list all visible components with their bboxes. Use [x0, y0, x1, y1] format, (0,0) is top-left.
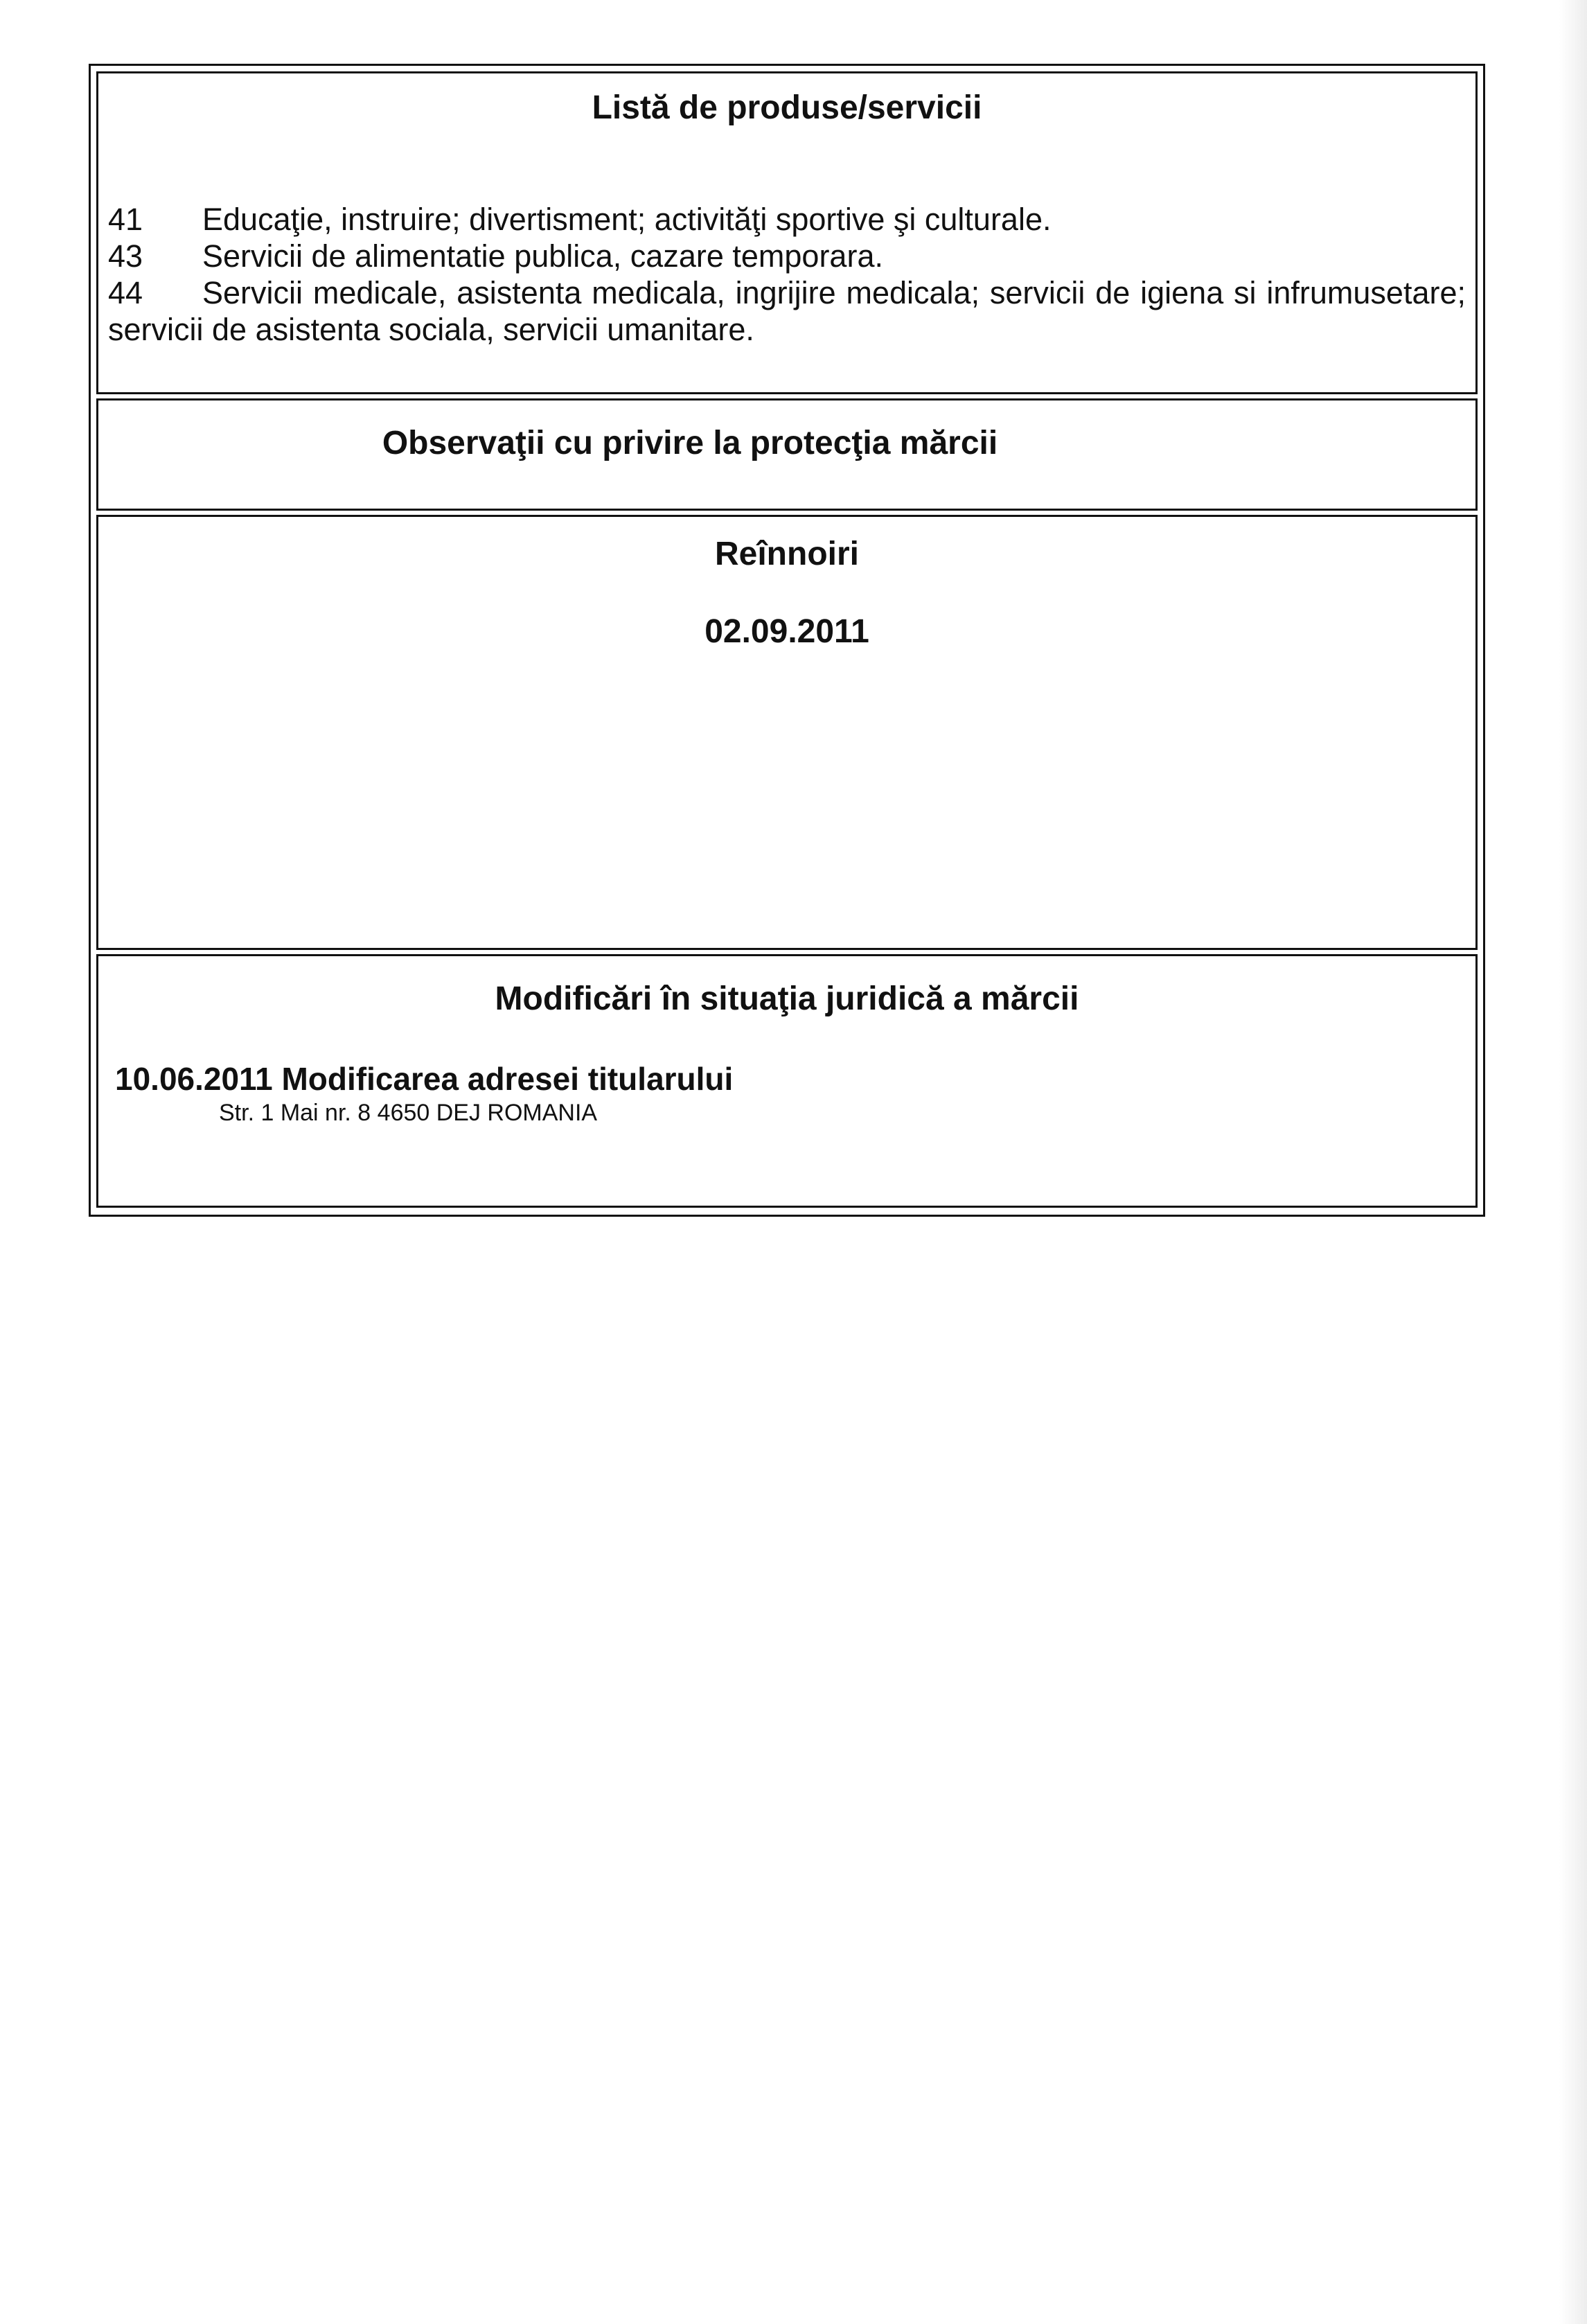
renewals-title: Reînnoiri: [714, 536, 859, 572]
trademark-record-frame: [89, 64, 1485, 1217]
products-services-title: Listă de produse/servicii: [592, 89, 982, 126]
class-number: 43: [108, 238, 143, 274]
class-row: [108, 201, 1466, 238]
nice-class-list: [108, 201, 1466, 348]
class-number: 44: [108, 275, 143, 310]
class-description: Servicii medicale, asistenta medicala, ingrijire medicala; servicii de igiena si infrumusetare; servicii de asistenta sociala, servicii umanitare.: [108, 275, 1466, 347]
renewals-section: [96, 515, 1478, 950]
renewal-date: 02.09.2011: [704, 613, 869, 650]
page-edge-shadow: [1559, 0, 1587, 2324]
class-row: [108, 238, 1466, 274]
observations-section: [96, 398, 1478, 511]
observations-title: Observaţii cu privire la protecţia mărcii: [382, 425, 998, 461]
class-description: Educaţie, instruire; divertisment; activităţi sportive şi culturale.: [202, 202, 1052, 237]
products-services-section: [96, 71, 1478, 394]
class-number: 41: [108, 202, 143, 237]
legal-modifications-title: Modificări în situaţia juridică a mărcii: [495, 980, 1079, 1017]
modification-address: Str. 1 Mai nr. 8 4650 DEJ ROMANIA: [219, 1100, 598, 1126]
legal-modifications-section: [96, 954, 1478, 1208]
class-row: [108, 274, 1466, 348]
class-description: Servicii de alimentatie publica, cazare temporara.: [202, 238, 883, 274]
modification-entry: [115, 1060, 733, 1098]
modification-title: Modificarea adresei titularului: [281, 1061, 734, 1097]
modification-date: 10.06.2011: [115, 1061, 273, 1097]
